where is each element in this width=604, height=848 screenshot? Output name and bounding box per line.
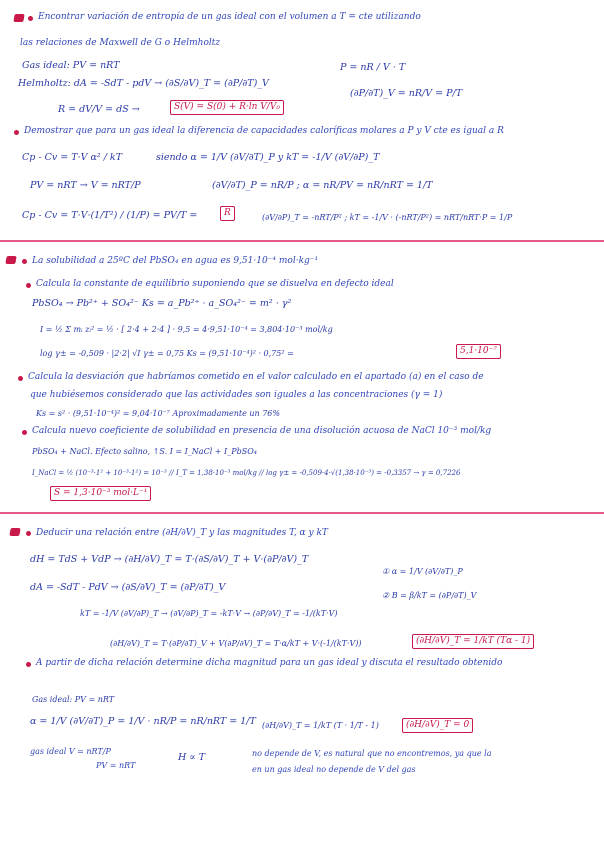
s1-helmholtz: Helmholtz: dA = -SdT - pdV → (∂S/∂V)_T = (∂P/∂T)_V <box>18 78 269 89</box>
s1-gas-ideal: Gas ideal: PV = nRT <box>22 60 120 71</box>
s1-title-2: las relaciones de Maxwell de G o Helmholtz <box>20 38 221 48</box>
s3-note-4: no depende de V, es natural que no encontremos, ya que la <box>252 749 492 758</box>
s3-note-5: en un gas ideal no depende de V del gas <box>252 765 416 774</box>
s3-partir-dot <box>26 662 31 667</box>
s3-note-2: PV = nRT <box>96 761 136 770</box>
s1-cp-cv: Cp - Cv = T·V α² / kT <box>22 152 123 163</box>
s1-title: Encontrar variación de entropía de un gas ideal con el volumen a T = cte utilizando <box>38 12 421 22</box>
s1-demo-dot <box>14 130 19 135</box>
s3-final-box: (∂H/∂V)_T = 1/kT (Tα - 1) <box>412 634 534 649</box>
s2-ionic: I = ½ Σ mᵢ zᵢ² = ½ · [ 2·4 + 2·4 ] · 9,5 = 4·9,51·10⁻⁴ = 3,804·10⁻³ mol/kg <box>40 325 333 334</box>
s2-comment-2: que hubiésemos considerado que las actividades son iguales a las concentraciones (γ = 1) <box>30 390 443 400</box>
s2-reaction: PbSO₄ → Pb²⁺ + SO₄²⁻ Ks = a_Pb²⁺ · a_SO₄²⁻ = m² · γ² <box>32 298 292 309</box>
divider-1 <box>0 240 604 242</box>
section-2-dot <box>22 259 27 264</box>
s2-calc: Calcula la constante de equilibrio suponiendo que se disuelva en defecto ideal <box>36 279 394 289</box>
s3-beta: ② B = β/kT = (∂P/∂T)_V <box>382 591 477 600</box>
section-2-bullet <box>5 256 16 264</box>
s1-dvdp: (∂V/∂P)_T = -nRT/P² ; kT = -1/V · (-nRT/P²) = nRT/nRT·P = 1/P <box>262 213 513 222</box>
section-1-dot <box>28 16 33 21</box>
s1-cp-cv-2: Cp - Cv = T·V·(1/T²) / (1/P) = PV/T = <box>22 210 198 221</box>
s2-ks-box: 5,1·10⁻⁷ <box>456 344 501 359</box>
s2-ks-calc: Ks = s² · (9,51·10⁻⁴)² = 9,04·10⁻⁷ Aproximadamente un 76% <box>36 409 280 418</box>
s2-inacl: I_NaCl = ½ (10⁻³·1² + 10⁻³·1²) = 10⁻³ // I_T = 1,38·10⁻³ mol/kg // log γ± = -0,509·4·√(1,38·10⁻³) = -0,3357 → γ = 0,7226 <box>32 469 461 477</box>
s3-da: dA = -SdT - PdV → (∂S/∂V)_T = (∂P/∂T)_V <box>30 582 226 593</box>
s3-alpha: ① α = 1/V (∂V/∂T)_P <box>382 567 463 576</box>
section-3-bullet <box>9 528 20 536</box>
s3-partir: A partir de dicha relación determine dicha magnitud para un gas ideal y discuta el resultado obtenido <box>36 658 503 668</box>
s3-final: (∂H/∂V)_T = T·(∂P/∂T)_V + V(∂P/∂V)_T = T·α/kT + V·(-1/(kT·V)) <box>110 639 362 648</box>
s2-comment-1: Calcula la desviación que habríamos cometido en el valor calculado en el apartado (a) en el caso de <box>28 372 484 382</box>
s1-result-box: S(V) = S(0) + R·ln V/V₀ <box>170 100 284 115</box>
s1-demo: Demostrar que para un gas ideal la diferencia de capacidades caloríficas molares a P y V cte es igual a R <box>24 126 504 136</box>
s2-calc2-dot <box>22 430 27 435</box>
s3-dhdv: (∂H/∂V)_T = 1/kT (T · 1/T - 1) <box>262 721 379 730</box>
s3-title: Deducir una relación entre (∂H/∂V)_T y las magnitudes T, α y kT <box>36 528 328 538</box>
s1-r-eq: R = dV/V = dS → <box>58 104 140 115</box>
s1-p-eq: P = nR / V · T <box>340 62 406 73</box>
s3-note-1: gas ideal V = nRT/P <box>30 747 111 756</box>
section-1-bullet <box>13 14 24 22</box>
s2-s-box: S = 1,3·10⁻³ mol·L⁻¹ <box>50 486 151 501</box>
s1-r-box: R <box>220 206 235 221</box>
section-3-dot <box>26 531 31 536</box>
s2-log: log γ± = -0,509 · |2·2| √I γ± = 0,75 Ks = (9,51·10⁻⁴)² · 0,75² = <box>40 349 294 358</box>
s3-kt: kT = -1/V (∂V/∂P)_T → (∂V/∂P)_T = -kT·V → (∂P/∂V)_T = -1/(kT·V) <box>80 609 338 618</box>
s2-calc-2: Calcula nuevo coeficiente de solubilidad en presencia de una disolución acuosa de NaCl 10⁻³ mol/kg <box>32 426 492 436</box>
divider-2 <box>0 512 604 514</box>
s3-dh: dH = TdS + VdP → (∂H/∂V)_T = T·(∂S/∂V)_T + V·(∂P/∂V)_T <box>30 554 309 565</box>
s2-nacl: PbSO₄ + NaCl. Efecto salino, ↑S. I = I_NaCl + I_PbSO₄ <box>32 447 257 456</box>
s2-calc-dot <box>26 283 31 288</box>
s1-dvdt: (∂V/∂T)_P = nR/P ; α = nR/PV = nR/nRT = 1/T <box>212 180 433 191</box>
s1-siendo: siendo α = 1/V (∂V/∂T)_P y kT = -1/V (∂V/∂P)_T <box>156 152 380 163</box>
s3-dhdv-box: (∂H/∂V)_T = 0 <box>402 718 473 733</box>
s3-note-3: H ∝ T <box>178 752 206 763</box>
s2-comment-dot <box>18 376 23 381</box>
s3-partir-2: Gas ideal: PV = nRT <box>32 695 115 704</box>
s1-pv-nrt: PV = nRT → V = nRT/P <box>30 180 141 191</box>
s3-alpha-2: α = 1/V (∂V/∂T)_P = 1/V · nR/P = nR/nRT = 1/T <box>30 716 256 727</box>
s2-title: La solubilidad a 25ºC del PbSO₄ en agua es 9,51·10⁻⁴ mol·kg⁻¹ <box>32 256 319 266</box>
s1-dp-dt: (∂P/∂T)_V = nR/V = P/T <box>350 88 463 99</box>
